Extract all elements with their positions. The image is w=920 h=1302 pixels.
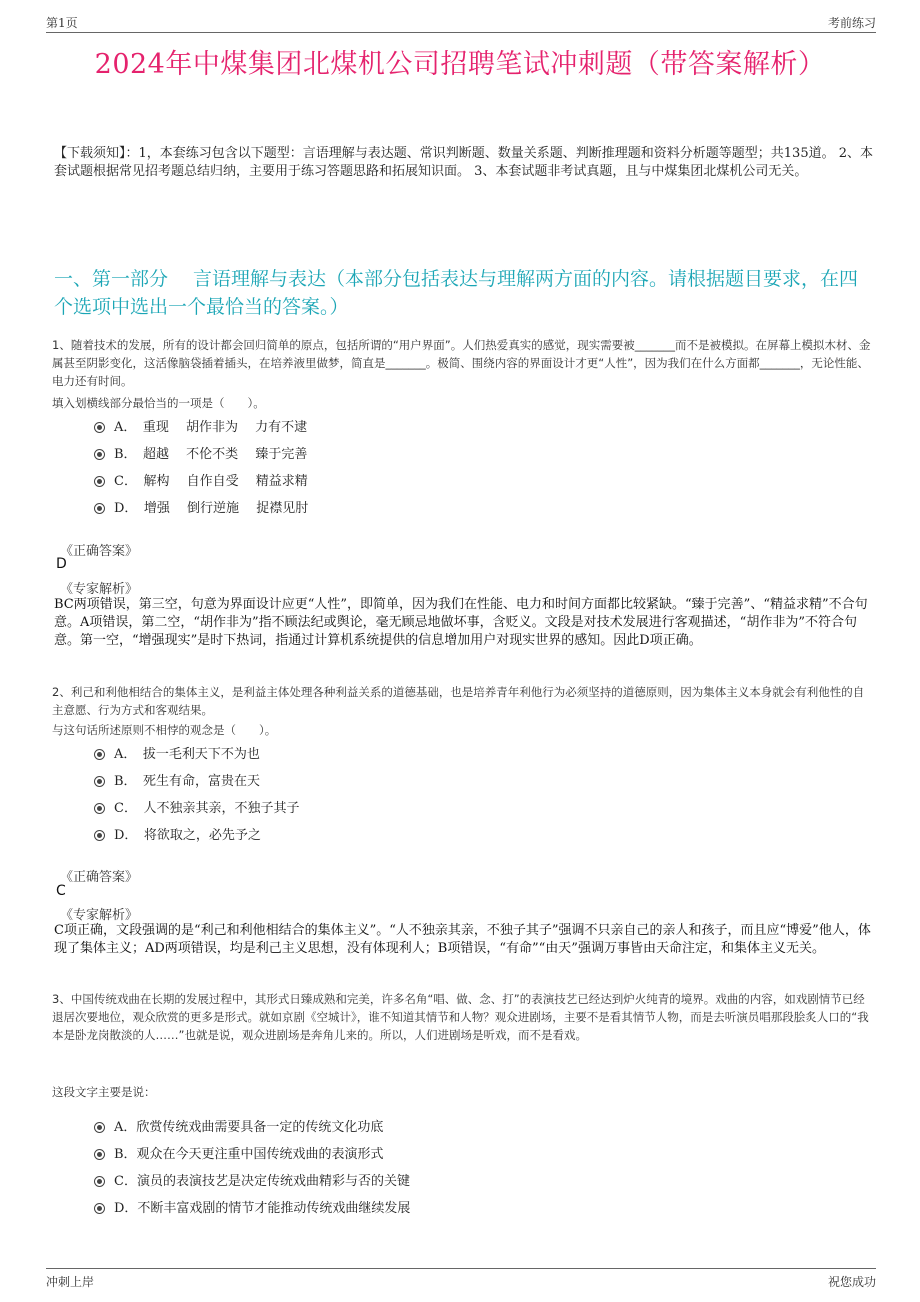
page-title: 2024年中煤集团北煤机公司招聘笔试冲刺题（带答案解析） [94, 49, 826, 80]
question-3-prompt: 这段文字主要是说： [52, 1085, 156, 1099]
question-3-stem: 3、中国传统戏曲在长期的发展过程中，其形式日臻成熟和完美，许多名角“唱、做、念、打”的表演技艺已经达到炉火纯青的境界。戏曲的内容，如戏剧情节已经退居次要地位，观众欣赏的更多是形式。就如京剧《空城计》，谁不知道其情节和人物？观众进剧场，主要不是看其情节人物，而是去听演员唱那段脍炙人口的“我本是卧龙岗散淡的人……”也就是说，观众进剧场是奔角儿来的。所以，人们进剧场是听戏，而不是看戏。 [52, 992, 869, 1042]
question-2-prompt: 与这句话所述原则不相悖的观念是（ ）。 [52, 723, 277, 737]
section-heading: 一、第一部分 言语理解与表达（本部分包括表达与理解两方面的内容。请根据题目要求，在四个选项中选出一个最恰当的答案。） [54, 268, 859, 318]
radio-icon[interactable] [94, 1122, 105, 1133]
radio-icon[interactable] [94, 1176, 105, 1187]
analysis-label: 《专家解析》 [60, 908, 139, 923]
footer-left: 冲刺上岸 [46, 1275, 95, 1289]
download-notice: 【下载须知】：1，本套练习包含以下题型：言语理解与表达题、常识判断题、数量关系题、判断推理题和资料分析题等题型；共135道。 2、本套试题根据常见招考题总结归纳，主要用于练习答题思路和拓展知识面。 3、本套试题非考试真题，且与中煤集团北煤机公司无关。 [54, 146, 873, 179]
radio-icon[interactable] [94, 503, 105, 514]
question-2-stem: 2、利己和利他相结合的集体主义，是利益主体处理各种利益关系的道德基础，也是培养青年利他行为必须坚持的道德原则，因为集体主义本身就会有利他性的自主意愿、行为方式和客观结果。 [52, 685, 865, 717]
radio-icon[interactable] [94, 749, 105, 760]
question-2-analysis: C项正确，文段强调的是“利己和利他相结合的集体主义”。“人不独亲其亲，不独子其子”强调不只亲自己的亲人和孩子，而且应“博爱”他人，体现了集体主义；AD两项错误，均是利己主义思想，没有体现利人；B项错误，“有命”“由天”强调万事皆由天命注定，和集体主义无关。 [54, 923, 871, 956]
page-header [46, 12, 876, 33]
question-2-answer: C [56, 883, 66, 899]
radio-icon[interactable] [94, 776, 105, 787]
radio-icon[interactable] [94, 449, 105, 460]
radio-icon[interactable] [94, 422, 105, 433]
question-1-prompt: 填入划横线部分最恰当的一项是（ ）。 [52, 396, 265, 410]
radio-icon[interactable] [94, 830, 105, 841]
radio-icon[interactable] [94, 476, 105, 487]
footer-right: 祝您成功 [827, 1275, 876, 1289]
page-number: 第1页 [46, 16, 78, 30]
question-1-stem: 1、随着技术的发展，所有的设计都会回归简单的原点，包括所谓的“用户界面”。人们热爱真实的感觉，现实需要被_______而不是被模拟。在屏幕上模拟木材、金属甚至阴影变化，这活像脑袋插着插头，在培养液里做梦，简直是_______。极简、围绕内容的界面设计才更“人性”，因为我们在什么方面都_______，无论性能、电力还有时间。 [52, 338, 871, 388]
radio-icon[interactable] [94, 1149, 105, 1160]
page-footer [46, 1268, 876, 1289]
question-1-analysis: BC两项错误，第三空，句意为界面设计应更“人性”，即简单，因为我们在性能、电力和时间方面都比较紧缺。“臻于完善”、“精益求精”不合句意。A项错误，第二空，“胡作非为”指不顾法纪或舆论，毫无顾忌地做坏事，含贬义。文段是对技术发展进行客观描述，“胡作非为”不符合句意。第一空，“增强现实”是时下热词，指通过计算机系统提供的信息增加用户对现实世界的感知。因此D项正确。 [54, 597, 868, 648]
radio-icon[interactable] [94, 803, 105, 814]
header-label: 考前练习 [827, 16, 876, 30]
answer-label: 《正确答案》 [60, 870, 139, 885]
question-1-answer: D [56, 556, 67, 572]
analysis-label: 《专家解析》 [60, 582, 139, 597]
radio-icon[interactable] [94, 1203, 105, 1214]
answer-label: 《正确答案》 [60, 544, 139, 559]
